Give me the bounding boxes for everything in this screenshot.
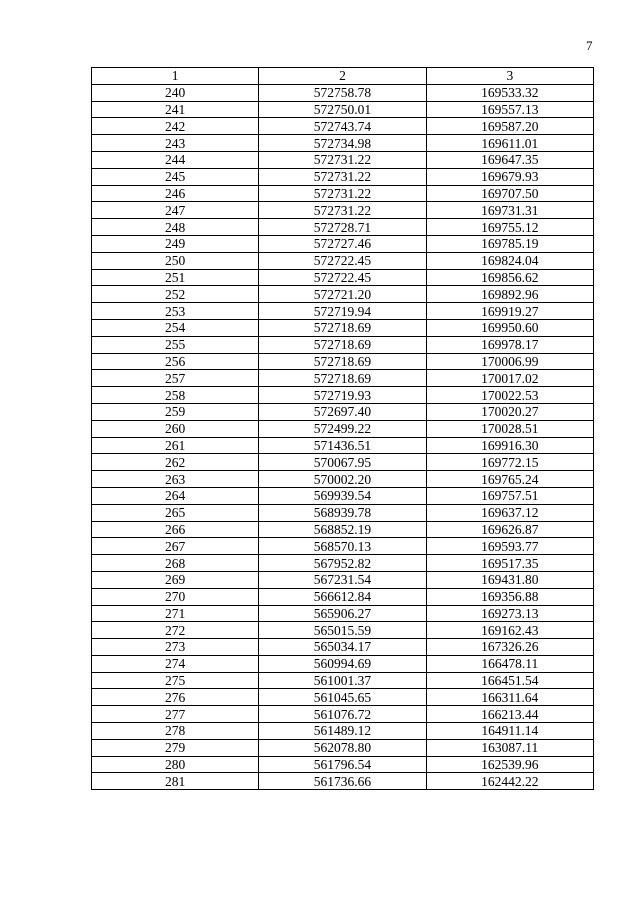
- x-coordinate-cell: 572718.69: [259, 319, 426, 336]
- table-row: [92, 555, 594, 572]
- point-number-cell: 262: [92, 454, 259, 471]
- point-number-cell: 242: [92, 118, 259, 135]
- point-number-cell: 261: [92, 437, 259, 454]
- y-coordinate-cell: 169517.35: [426, 555, 593, 572]
- table-row: [92, 286, 594, 303]
- x-coordinate-cell: 572721.20: [259, 286, 426, 303]
- point-number-cell: 279: [92, 739, 259, 756]
- y-coordinate-cell: 169755.12: [426, 219, 593, 236]
- page-number: 7: [586, 38, 593, 53]
- x-coordinate-cell: 565034.17: [259, 639, 426, 656]
- table-row: [92, 269, 594, 286]
- point-number-cell: 243: [92, 135, 259, 152]
- table-row: [92, 403, 594, 420]
- x-coordinate-cell: 572728.71: [259, 219, 426, 236]
- y-coordinate-cell: 169765.24: [426, 471, 593, 488]
- x-coordinate-cell: 568939.78: [259, 504, 426, 521]
- table-row: [92, 118, 594, 135]
- point-number-cell: 266: [92, 521, 259, 538]
- point-number-cell: 240: [92, 84, 259, 101]
- point-number-cell: 270: [92, 588, 259, 605]
- y-coordinate-cell: 169707.50: [426, 185, 593, 202]
- y-coordinate-cell: 169533.32: [426, 84, 593, 101]
- point-number-cell: 277: [92, 706, 259, 723]
- y-coordinate-cell: 169785.19: [426, 235, 593, 252]
- point-number-cell: 271: [92, 605, 259, 622]
- y-coordinate-cell: 167326.26: [426, 639, 593, 656]
- y-coordinate-cell: 170017.02: [426, 370, 593, 387]
- table-row: [92, 84, 594, 101]
- point-number-cell: 252: [92, 286, 259, 303]
- x-coordinate-cell: 572722.45: [259, 252, 426, 269]
- table-row: [92, 538, 594, 555]
- y-coordinate-cell: 169162.43: [426, 622, 593, 639]
- point-number-cell: 278: [92, 723, 259, 740]
- point-number-cell: 268: [92, 555, 259, 572]
- x-coordinate-cell: 570002.20: [259, 471, 426, 488]
- point-number-cell: 258: [92, 387, 259, 404]
- y-coordinate-cell: 169856.62: [426, 269, 593, 286]
- x-coordinate-cell: 572750.01: [259, 101, 426, 118]
- point-number-cell: 280: [92, 756, 259, 773]
- table-row: [92, 101, 594, 118]
- table-row: [92, 471, 594, 488]
- point-number-cell: 260: [92, 420, 259, 437]
- table-row: [92, 168, 594, 185]
- coordinates-table: [91, 67, 594, 790]
- y-coordinate-cell: 169557.13: [426, 101, 593, 118]
- y-coordinate-cell: 169593.77: [426, 538, 593, 555]
- point-number-cell: 253: [92, 303, 259, 320]
- table-row: [92, 420, 594, 437]
- point-number-cell: 244: [92, 151, 259, 168]
- x-coordinate-cell: 561076.72: [259, 706, 426, 723]
- table-row: [92, 252, 594, 269]
- point-number-cell: 257: [92, 370, 259, 387]
- point-number-cell: 272: [92, 622, 259, 639]
- table-row: [92, 588, 594, 605]
- point-number-cell: 267: [92, 538, 259, 555]
- x-coordinate-cell: 572719.93: [259, 387, 426, 404]
- y-coordinate-cell: 166311.64: [426, 689, 593, 706]
- point-number-cell: 255: [92, 336, 259, 353]
- table-row: [92, 723, 594, 740]
- x-coordinate-cell: 572718.69: [259, 353, 426, 370]
- column-header-2: 2: [259, 68, 426, 85]
- point-number-cell: 247: [92, 202, 259, 219]
- y-coordinate-cell: 169892.96: [426, 286, 593, 303]
- x-coordinate-cell: 572731.22: [259, 202, 426, 219]
- y-coordinate-cell: 170020.27: [426, 403, 593, 420]
- table-row: [92, 689, 594, 706]
- x-coordinate-cell: 572758.78: [259, 84, 426, 101]
- y-coordinate-cell: 169772.15: [426, 454, 593, 471]
- column-header-1: 1: [92, 68, 259, 85]
- table-row: [92, 135, 594, 152]
- y-coordinate-cell: 169824.04: [426, 252, 593, 269]
- x-coordinate-cell: 572718.69: [259, 336, 426, 353]
- point-number-cell: 249: [92, 235, 259, 252]
- table-row: [92, 739, 594, 756]
- x-coordinate-cell: 571436.51: [259, 437, 426, 454]
- y-coordinate-cell: 169950.60: [426, 319, 593, 336]
- table-row: [92, 605, 594, 622]
- y-coordinate-cell: 162539.96: [426, 756, 593, 773]
- x-coordinate-cell: 572697.40: [259, 403, 426, 420]
- table-body: [92, 84, 594, 789]
- table-row: [92, 353, 594, 370]
- table-row: [92, 219, 594, 236]
- y-coordinate-cell: 169431.80: [426, 571, 593, 588]
- table-row: [92, 756, 594, 773]
- point-number-cell: 259: [92, 403, 259, 420]
- x-coordinate-cell: 572718.69: [259, 370, 426, 387]
- table-row: [92, 706, 594, 723]
- x-coordinate-cell: 561489.12: [259, 723, 426, 740]
- x-coordinate-cell: 565015.59: [259, 622, 426, 639]
- y-coordinate-cell: 166451.54: [426, 672, 593, 689]
- table-row: [92, 185, 594, 202]
- point-number-cell: 263: [92, 471, 259, 488]
- x-coordinate-cell: 572734.98: [259, 135, 426, 152]
- x-coordinate-cell: 572727.46: [259, 235, 426, 252]
- table-row: [92, 571, 594, 588]
- y-coordinate-cell: 169679.93: [426, 168, 593, 185]
- y-coordinate-cell: 170022.53: [426, 387, 593, 404]
- point-number-cell: 251: [92, 269, 259, 286]
- table-header: [92, 68, 594, 85]
- x-coordinate-cell: 572731.22: [259, 151, 426, 168]
- y-coordinate-cell: 169637.12: [426, 504, 593, 521]
- point-number-cell: 248: [92, 219, 259, 236]
- table-row: [92, 454, 594, 471]
- x-coordinate-cell: 572722.45: [259, 269, 426, 286]
- point-number-cell: 276: [92, 689, 259, 706]
- y-coordinate-cell: 166213.44: [426, 706, 593, 723]
- table-row: [92, 387, 594, 404]
- table-row: [92, 504, 594, 521]
- point-number-cell: 264: [92, 487, 259, 504]
- table-row: [92, 487, 594, 504]
- table-row: [92, 336, 594, 353]
- y-coordinate-cell: 169916.30: [426, 437, 593, 454]
- table-row: [92, 622, 594, 639]
- x-coordinate-cell: 572731.22: [259, 185, 426, 202]
- y-coordinate-cell: 169273.13: [426, 605, 593, 622]
- y-coordinate-cell: 169757.51: [426, 487, 593, 504]
- y-coordinate-cell: 170028.51: [426, 420, 593, 437]
- table-row: [92, 773, 594, 790]
- header-row: [92, 68, 594, 85]
- x-coordinate-cell: 560994.69: [259, 655, 426, 672]
- x-coordinate-cell: 568570.13: [259, 538, 426, 555]
- y-coordinate-cell: 164911.14: [426, 723, 593, 740]
- y-coordinate-cell: 170006.99: [426, 353, 593, 370]
- x-coordinate-cell: 561736.66: [259, 773, 426, 790]
- point-number-cell: 265: [92, 504, 259, 521]
- point-number-cell: 256: [92, 353, 259, 370]
- table-row: [92, 672, 594, 689]
- y-coordinate-cell: 162442.22: [426, 773, 593, 790]
- table-row: [92, 151, 594, 168]
- table-row: [92, 319, 594, 336]
- x-coordinate-cell: 572743.74: [259, 118, 426, 135]
- point-number-cell: 250: [92, 252, 259, 269]
- x-coordinate-cell: 561796.54: [259, 756, 426, 773]
- point-number-cell: 246: [92, 185, 259, 202]
- point-number-cell: 269: [92, 571, 259, 588]
- table-row: [92, 437, 594, 454]
- x-coordinate-cell: 567231.54: [259, 571, 426, 588]
- x-coordinate-cell: 561045.65: [259, 689, 426, 706]
- point-number-cell: 281: [92, 773, 259, 790]
- table-row: [92, 655, 594, 672]
- y-coordinate-cell: 169647.35: [426, 151, 593, 168]
- y-coordinate-cell: 169731.31: [426, 202, 593, 219]
- x-coordinate-cell: 572499.22: [259, 420, 426, 437]
- y-coordinate-cell: 163087.11: [426, 739, 593, 756]
- x-coordinate-cell: 567952.82: [259, 555, 426, 572]
- point-number-cell: 245: [92, 168, 259, 185]
- table-row: [92, 521, 594, 538]
- y-coordinate-cell: 169356.88: [426, 588, 593, 605]
- x-coordinate-cell: 570067.95: [259, 454, 426, 471]
- y-coordinate-cell: 169626.87: [426, 521, 593, 538]
- x-coordinate-cell: 566612.84: [259, 588, 426, 605]
- table-row: [92, 202, 594, 219]
- table-row: [92, 639, 594, 656]
- y-coordinate-cell: 169978.17: [426, 336, 593, 353]
- x-coordinate-cell: 569939.54: [259, 487, 426, 504]
- table-row: [92, 303, 594, 320]
- table-row: [92, 235, 594, 252]
- point-number-cell: 241: [92, 101, 259, 118]
- y-coordinate-cell: 169611.01: [426, 135, 593, 152]
- point-number-cell: 275: [92, 672, 259, 689]
- x-coordinate-cell: 565906.27: [259, 605, 426, 622]
- y-coordinate-cell: 166478.11: [426, 655, 593, 672]
- x-coordinate-cell: 561001.37: [259, 672, 426, 689]
- y-coordinate-cell: 169919.27: [426, 303, 593, 320]
- point-number-cell: 273: [92, 639, 259, 656]
- x-coordinate-cell: 562078.80: [259, 739, 426, 756]
- x-coordinate-cell: 568852.19: [259, 521, 426, 538]
- y-coordinate-cell: 169587.20: [426, 118, 593, 135]
- x-coordinate-cell: 572719.94: [259, 303, 426, 320]
- point-number-cell: 254: [92, 319, 259, 336]
- x-coordinate-cell: 572731.22: [259, 168, 426, 185]
- table-row: [92, 370, 594, 387]
- column-header-3: 3: [426, 68, 593, 85]
- point-number-cell: 274: [92, 655, 259, 672]
